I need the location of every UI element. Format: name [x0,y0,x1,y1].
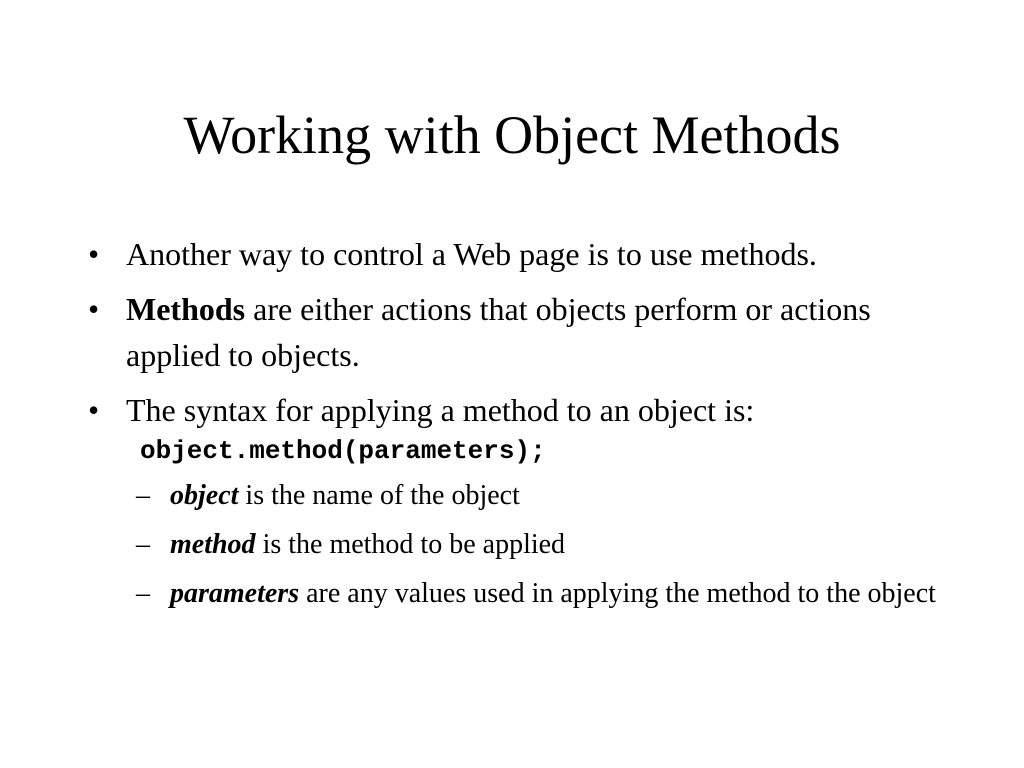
bullet-marker: • [88,291,100,327]
sub-term: method [170,529,256,560]
dash-marker: – [136,480,150,511]
sub-item [88,575,948,613]
sub-list-container [88,477,948,613]
syntax-code: object.method(parameters); [140,436,546,466]
bullet-list [88,231,948,624]
bullet-item [88,286,948,378]
sub-text: is the method to be applied [255,529,566,560]
sub-term: object [170,480,239,511]
bullet-text: Another way to control a Web page is to use methods. [126,236,817,272]
sub-item [88,477,948,515]
sub-text: is the name of the object [238,480,520,511]
sub-term: parameters [170,578,300,609]
bullet-marker: • [88,236,100,272]
bullet-item [88,231,948,277]
bullet-text: The syntax for applying a method to an object is: [126,392,755,428]
slide-title: Working with Object Methods [183,105,841,165]
bullet-item [88,387,948,433]
dash-marker: – [136,529,150,560]
sub-item [88,526,948,564]
bullet-text: are either actions that objects perform or actions applied to objects. [126,291,871,373]
sub-list [88,477,948,613]
bullet-bold-term: Methods [126,291,246,327]
dash-marker: – [136,578,150,609]
bullet-marker: • [88,392,100,428]
sub-text: are any values used in applying the method to the object [299,578,936,609]
